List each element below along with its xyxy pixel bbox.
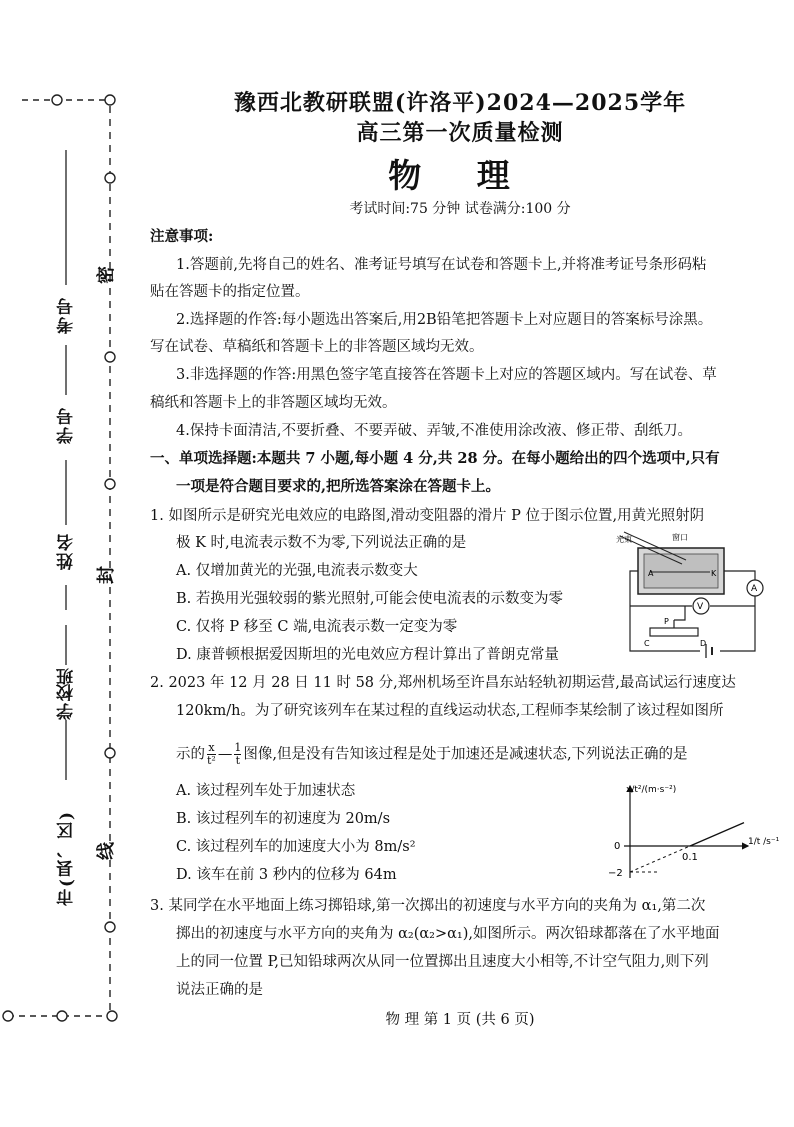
q3-stem-d: 说法正确的是	[176, 982, 263, 998]
seal-mi: 密	[96, 266, 117, 284]
section1-line2: 一项是符合题目要求的,把所选答案涂在答题卡上。	[176, 478, 501, 495]
label-xuehao: 学号	[57, 406, 77, 444]
q1-stem-b: 极 K 时,电流表示数不为零,下列说法正确的是	[176, 535, 467, 551]
label-kaohao: 考号	[57, 296, 77, 334]
notes-heading: 注意事项:	[150, 228, 214, 245]
q1-circuit-figure	[610, 528, 775, 663]
q2-stem-c-pre: 示的	[176, 746, 205, 763]
q1-stem-a: 1. 如图所示是研究光电效应的电路图,滑动变阻器的滑片 P 位于图示位置,用黄光照射阴	[150, 508, 705, 524]
q2-option-a: A. 该过程列车处于加速状态	[176, 783, 356, 799]
graph-y-label: x/t²/(m·s⁻²)	[626, 785, 677, 795]
q2-option-b: B. 该过程列车的初速度为 20m/s	[176, 811, 391, 827]
fig-label-light: 光束	[616, 535, 632, 544]
binding-margin	[0, 0, 135, 1123]
fraction-x-t2: $\frac{x}{\text{t²}}$	[207, 741, 216, 767]
fig-label-ammeter: A	[751, 584, 758, 594]
rheostat	[650, 628, 698, 636]
graph-dashed-extension	[630, 846, 690, 872]
q1-option-b: B. 若换用光强较弱的紫光照射,可能会使电流表的示数变为零	[176, 591, 563, 607]
graph-x-label: 1/t /s⁻¹	[748, 837, 780, 847]
label-shi: 市(县、区)	[57, 810, 77, 907]
graph-x-tick-label: 0.1	[682, 852, 698, 863]
q2-stem-a: 2. 2023 年 12 月 28 日 11 时 58 分,郑州机场至许昌东站轻轨初期运营,最高试运行速度达	[150, 675, 736, 691]
q3-stem-c: 上的同一位置 P,已知铅球两次从同一位置掷出且速度大小相等,不计空气阻力,则下列	[176, 954, 709, 970]
page-footer: 物 理 第 1 页 (共 6 页)	[385, 1012, 535, 1028]
fig-label-d: D	[700, 639, 707, 648]
graph-data-line	[690, 823, 744, 846]
note-3a: 3.非选择题的作答:用黑色签字笔直接答在答题卡上对应的答题区域内。写在试卷、草	[176, 367, 717, 383]
note-1a: 1.答题前,先将自己的姓名、准考证号填写在试卷和答题卡上,并将准考证号条形码粘	[176, 257, 707, 273]
seal-feng: 封	[96, 566, 117, 584]
fig-label-p: P	[664, 617, 669, 626]
q2-stem-c-post: 图像,但是没有告知该过程是处于加速还是减速状态,下列说法正确的是	[243, 746, 688, 763]
q3-stem-b: 掷出的初速度与水平方向的夹角为 α₂(α₂>α₁),如图所示。两次铅球都落在了水平地面	[176, 926, 720, 942]
note-3b: 稿纸和答题卡上的非答题区域均无效。	[150, 395, 397, 411]
label-xuexiao: 学校	[57, 682, 77, 720]
exam-title-line1: 豫西北教研联盟(许洛平)2024—2025学年	[233, 90, 687, 116]
note-4: 4.保持卡面清洁,不要折叠、不要弄破、弄皱,不准使用涂改液、修正带、刮纸刀。	[176, 423, 693, 439]
note-2b: 写在试卷、草稿纸和答题卡上的非答题区域均无效。	[150, 339, 484, 355]
note-1b: 贴在答题卡的指定位置。	[150, 284, 310, 300]
fig-label-anode: A	[648, 569, 654, 578]
fig-label-cathode: K	[711, 569, 717, 578]
label-ban: 班	[57, 666, 77, 685]
q1-option-d: D. 康普顿根据爱因斯坦的光电效应方程计算出了普朗克常量	[176, 647, 559, 663]
q2-option-c: C. 该过程列车的加速度大小为 8m/s²	[176, 839, 416, 855]
q1-option-c: C. 仅将 P 移至 C 端,电流表示数一定变为零	[176, 619, 458, 635]
exam-info: 考试时间:75 分钟 试卷满分:100 分	[349, 201, 571, 217]
fig-label-voltmeter: V	[697, 602, 704, 612]
q2-stem-b: 120km/h。为了研究该列车在某过程的直线运动状态,工程师李某绘制了该过程如图所	[176, 703, 724, 719]
graph-y-tick-label: −2	[608, 868, 623, 879]
exam-title-line2: 高三第一次质量检测	[356, 120, 564, 146]
q2-option-d: D. 该车在前 3 秒内的位移为 64m	[176, 867, 397, 883]
q2-graph	[600, 778, 780, 890]
q3-stem-a: 3. 某同学在水平地面上练习掷铅球,第一次掷出的初速度与水平方向的夹角为 α₁,第二次	[150, 898, 706, 914]
q2-stem-c: 示的 $\frac{x}{\text{t²}}$ — $\frac{1}{t}$ 图像,但是没有告知该过程是处于加速还是减速状态,下列说法正确的是	[176, 741, 688, 767]
section1-line1: 一、单项选择题:本题共 7 小题,每小题 4 分,共 28 分。在每小题给出的四个选项中,只有	[150, 450, 720, 467]
subject-title: 物 理	[388, 156, 532, 195]
label-xingming: 姓名	[57, 532, 77, 570]
graph-origin-label: 0	[614, 841, 621, 852]
fig-label-window: 窗口	[672, 533, 688, 542]
q1-option-a: A. 仅增加黄光的光强,电流表示数变大	[176, 563, 418, 579]
fig-label-c: C	[644, 639, 650, 648]
note-2a: 2.选择题的作答:每小题选出答案后,用2B铅笔把答题卡上对应题目的答案标号涂黑。	[176, 312, 713, 328]
fraction-1-t: $\frac{1}{t}$	[234, 741, 242, 767]
seal-xian: 线	[96, 842, 117, 860]
